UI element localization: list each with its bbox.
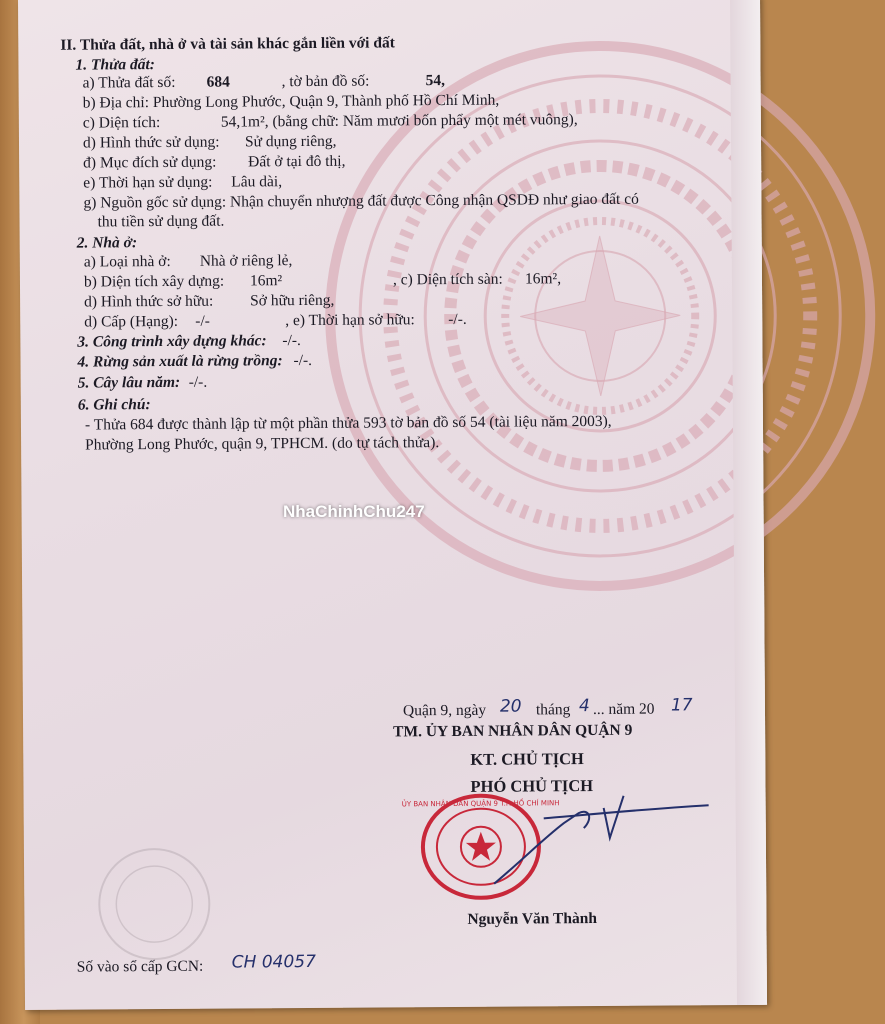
thua-dat-so-value: 684	[206, 73, 230, 91]
hinh-thuc-so-huu-value: Sở hữu riêng,	[250, 291, 335, 310]
thoi-han-so-huu-label: , e) Thời hạn sở hữu:	[285, 311, 415, 330]
role-kt-chu-tich: KT. CHỦ TỊCH	[470, 749, 584, 769]
to-ban-do-label: , tờ bản đồ số:	[281, 72, 370, 91]
gcn-label: Số vào sổ cấp GCN:	[76, 957, 204, 976]
dien-tich-xay-dung-label: b) Diện tích xây dựng:	[83, 272, 225, 291]
heading-cay-lau-nam: 5. Cây lâu năm:	[77, 373, 181, 392]
loai-nha-label: a) Loại nhà ở:	[83, 252, 171, 271]
heading-rung: 4. Rừng sản xuất là rừng trồng:	[77, 352, 283, 371]
dien-tich-label: c) Diện tích:	[82, 114, 161, 132]
cap-hang-label: d) Cấp (Hạng):	[84, 312, 179, 331]
dien-tich-xay-dung-value: 16m²	[249, 272, 283, 290]
date-year-label: ... năm 20	[592, 700, 655, 719]
heading-thua-dat: 1. Thửa đất:	[75, 56, 155, 74]
date-day: 20	[499, 696, 522, 717]
thoi-han-su-dung-label: e) Thời hạn sử dụng:	[83, 173, 213, 192]
ghi-chu-line2: Phường Long Phước, quận 9, TPHCM. (do tự tách thửa).	[85, 434, 440, 454]
gcn-value: CH 04057	[231, 951, 316, 973]
signature	[484, 787, 715, 899]
heading-cong-trinh: 3. Công trình xây dựng khác:	[77, 332, 267, 351]
loai-nha-value: Nhà ở riêng lẻ,	[199, 252, 293, 270]
nguon-goc-line2: thu tiền sử dụng đất.	[97, 212, 225, 231]
signer-name: Nguyễn Văn Thành	[467, 909, 598, 928]
heading-nha-o: 2. Nhà ở:	[76, 234, 138, 252]
thua-dat-so-label: a) Thửa đất số:	[82, 73, 176, 92]
cay-value: -/-.	[188, 373, 208, 391]
cong-trinh-value: -/-.	[282, 332, 301, 350]
dien-tich-san-value: 16m²,	[524, 270, 562, 288]
rung-value: -/-.	[293, 351, 313, 370]
section-title: II. Thửa đất, nhà ở và tài sản khác gắn liền với đất	[60, 34, 395, 54]
hinh-thuc-su-dung-label: d) Hình thức sử dụng:	[82, 133, 220, 152]
role-pho-chu-tich: PHÓ CHỦ TỊCH	[470, 776, 594, 796]
seal-text: ỦY BAN NHÂN DÂN QUẬN 9 T.P. HỒ CHÍ MINH	[401, 799, 560, 809]
dia-chi: b) Địa chỉ: Phường Long Phước, Quận 9, Thành phố Hồ Chí Minh,	[82, 91, 500, 112]
to-ban-do-value: 54,	[425, 72, 446, 90]
date-month-label: tháng	[535, 701, 571, 719]
hinh-thuc-su-dung-value: Sử dụng riêng,	[244, 132, 337, 151]
watermark: NhaChinhChu247	[283, 502, 425, 521]
dien-tich-san-label: , c) Diện tích sàn:	[392, 270, 503, 289]
issuing-org: TM. ỦY BAN NHÂN DÂN QUẬN 9	[393, 721, 633, 741]
ghi-chu-line1: - Thửa 684 được thành lập từ một phần thửa 593 tờ bản đồ số 54 (tài liệu năm 2003),	[84, 412, 612, 434]
thoi-han-su-dung-value: Lâu dài,	[231, 173, 283, 191]
date-prefix: Quận 9, ngày	[402, 701, 487, 720]
date-month: 4	[578, 696, 590, 717]
cap-hang-value: -/-	[195, 312, 210, 330]
heading-ghi-chu: 6. Ghi chú:	[77, 396, 151, 414]
muc-dich-su-dung-label: đ) Mục đích sử dụng:	[83, 153, 217, 172]
date-year-suffix: 17	[670, 695, 693, 716]
hinh-thuc-so-huu-label: d) Hình thức sở hữu:	[84, 292, 214, 311]
thoi-han-so-huu-value: -/-.	[448, 310, 467, 329]
muc-dich-su-dung-value: Đất ở tại đô thị,	[248, 152, 346, 171]
nguon-goc-line1: g) Nguồn gốc sử dụng: Nhận chuyển nhượng đất được Công nhận QSDĐ như giao đất có	[83, 190, 639, 212]
dien-tich-value: 54,1m², (bằng chữ: Năm mươi bốn phẩy một mét vuông),	[220, 111, 578, 131]
